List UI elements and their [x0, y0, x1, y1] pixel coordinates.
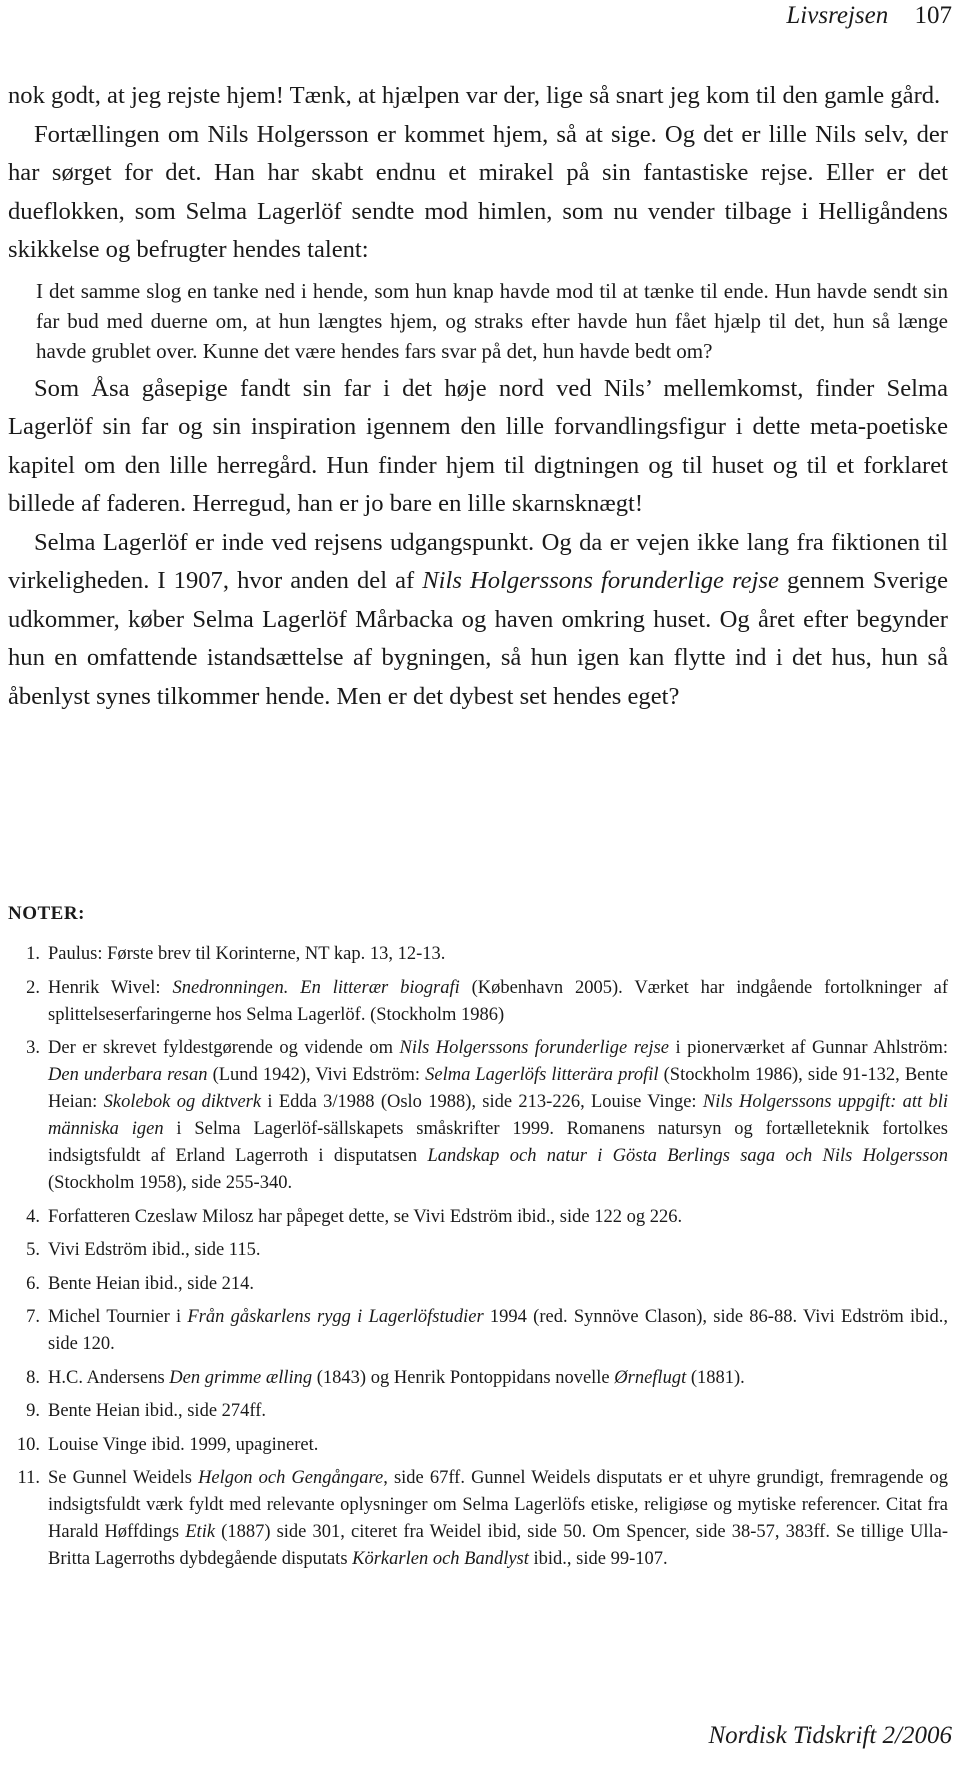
note-italic-title: Körkarlen och Bandlyst: [352, 1549, 529, 1569]
note-italic-title: Nils Holgerssons forunderlige rejse: [399, 1038, 669, 1058]
paragraph-4: [8, 524, 948, 717]
page-number: 107: [914, 2, 952, 29]
note-text: [48, 1271, 948, 1298]
note-text-run: Bente Heian ibid., side 214.: [48, 1273, 255, 1294]
note-6: [8, 1271, 948, 1298]
note-number: 11.: [17, 1468, 40, 1488]
note-text-run: Paulus: Første brev til Korinterne, NT kap. 13, 12-13.: [48, 944, 446, 964]
block-quote: I det samme slog en tanke ned i hende, som hun knap havde mod til at tænke til ende. Hun havde sendt sin far bud med duerne om, at hun længtes hjem, og straks efter havde hun fået hjælp til det, hun så længe havde grublet over. Kunne det være hendes fars svar på det, hun havde bedt om?: [36, 278, 948, 363]
note-3: [8, 1035, 948, 1197]
note-text-run: , side 67ff. Gunnel Weidels disputats er et uhyre grundigt, fremragende og indsigtsfuldt værk fyldt med relevante oplysninger om Selma Lagerlöfs etiske, religiøse og mytiske referencer. Citat fra Harald Høffdings: [48, 1468, 949, 1542]
note-text-run: (1843) og Henrik Pontoppidans novelle: [312, 1367, 615, 1388]
note-text: [48, 1204, 948, 1231]
note-11: [8, 1465, 948, 1573]
note-italic-title: Den underbara resan: [48, 1065, 208, 1085]
note-number: 8.: [26, 1367, 40, 1388]
note-text-run: (Stockholm 1958), side 255-340.: [48, 1173, 293, 1193]
note-text-run: H.C. Andersens: [48, 1367, 170, 1388]
note-text: [48, 1237, 948, 1264]
note-number: 1.: [26, 944, 40, 964]
note-5: [8, 1237, 948, 1264]
note-text-run: i pionerværket af Gunnar Ahlström:: [669, 1038, 948, 1058]
running-title: Livsrejsen: [786, 2, 889, 29]
notes-heading: NOTER:: [8, 903, 85, 924]
note-italic-title: Skolebok og diktverk: [103, 1092, 262, 1112]
note-italic-title: Snedronningen. En litterær biografi: [172, 977, 460, 998]
note-text-run: Louise Vinge ibid. 1999, upagineret.: [48, 1434, 319, 1455]
note-2: [8, 975, 948, 1029]
note-text-run: (Stockholm 1986), side 91-132, Bente Heian:: [48, 1065, 948, 1112]
note-text-run: Henrik Wivel:: [48, 977, 173, 998]
note-text-run: (København 2005). Værket har indgående fortolkninger af splittelseserfaringerne hos Selma Lagerlöf. (Stockholm 1986): [48, 977, 948, 1025]
note-number: 10.: [16, 1434, 40, 1455]
note-text: [48, 1304, 948, 1358]
note-number: 9.: [26, 1401, 40, 1421]
note-8: [8, 1365, 948, 1392]
note-number: 2.: [26, 977, 40, 998]
paragraph-1: nok godt, at jeg rejste hjem! Tænk, at hjælpen var der, lige så snart jeg kom til den gamle gård.: [8, 82, 941, 109]
note-text-run: Se Gunnel Weidels: [48, 1468, 199, 1488]
note-number: 6.: [26, 1273, 40, 1294]
book-title: Nils Holgerssons forunderlige rejse: [422, 567, 779, 594]
note-text-run: Michel Tournier i: [48, 1307, 188, 1327]
note-text-run: Vivi Edström ibid., side 115.: [48, 1240, 261, 1260]
note-7: [8, 1304, 948, 1358]
note-italic-title: Helgon och Gengångare: [198, 1468, 384, 1488]
note-text: [48, 1398, 948, 1425]
note-text-run: (1881).: [686, 1367, 745, 1388]
note-text-run: (1887) side 301, citeret fra Weidel ibid, side 50. Om Spencer, side 38-57, 383ff. Se tillige Ulla-Britta Lagerroths dybdegående disputats: [48, 1522, 948, 1569]
note-9: [8, 1398, 948, 1425]
note-text: [48, 1035, 948, 1197]
paragraph-4-text-b: gennem Sverige udkommer, køber Selma Lagerlöf Mårbacka og haven omkring huset. Og året efter begynder hun en omfattende istandsættelse af bygningen, så hun igen kan flytte ind i det hus, hun så åbenlyst synes tilkommer hende. Men er det dybest set hendes eget?: [8, 567, 948, 710]
note-text: [48, 1365, 948, 1392]
note-italic-title: Nils Holgerssons uppgift: att bli människa igen: [48, 1092, 949, 1139]
note-text-run: (Lund 1942), Vivi Edström:: [207, 1065, 426, 1085]
note-italic-title: Selma Lagerlöfs litterära profil: [425, 1065, 659, 1085]
notes-section: [8, 903, 948, 1580]
running-footer: Nordisk Tidskrift 2/2006: [708, 1722, 952, 1749]
note-10: [8, 1432, 948, 1459]
running-header: [786, 2, 952, 30]
note-text: [48, 1465, 948, 1573]
main-text: [8, 77, 948, 716]
paragraph-3: Som Åsa gåsepige fandt sin far i det høje nord ved Nils’ mellemkomst, finder Selma Lagerlöf sin far og sin inspiration igennem den lille forvandlingsfigur i dette meta-poetiske kapitel om den lille herregård. Hun finder hjem til digtningen og til huset og til et forklaret billede af faderen. Herregud, han er jo bare en lille skarnsknægt!: [8, 374, 948, 517]
note-text-run: i Selma Lagerlöf-sällskapets småskrifter 1999. Romanens natursyn og fortælleteknik fortolkes indsigtsfuldt af Erland Lagerroth i disputatsen: [48, 1119, 948, 1166]
note-italic-title: Den grimme ælling: [169, 1367, 313, 1388]
note-1: [8, 941, 948, 968]
note-number: 3.: [26, 1038, 40, 1058]
note-text-run: 1994 (red. Synnöve Clason), side 86-88. Vivi Edström ibid., side 120.: [48, 1307, 948, 1354]
note-italic-title: Etik: [185, 1522, 216, 1542]
paragraph-2: Fortællingen om Nils Holgersson er kommet hjem, så at sige. Og det er lille Nils selv, der har sørget for det. Han har skabt endnu et mirakel på sin fantastiske rejse. Eller er det dueflokken, som Selma Lagerlöf sendte mod himlen, som nu vender tilbage i Helligåndens skikkelse og befrugter hendes talent:: [8, 120, 948, 263]
note-text-run: ibid., side 99-107.: [528, 1549, 668, 1569]
note-text-run: Der er skrevet fyldestgørende og vidende om: [48, 1038, 400, 1058]
note-text: [48, 1432, 948, 1459]
note-text-run: i Edda 3/1988 (Oslo 1988), side 213-226, Louise Vinge:: [261, 1092, 703, 1112]
note-italic-title: Ørneflugt: [614, 1367, 687, 1388]
note-number: 4.: [26, 1206, 40, 1227]
note-text: [48, 941, 948, 968]
note-text-run: Forfatteren Czeslaw Milosz har påpeget dette, se Vivi Edström ibid., side 122 og 226.: [48, 1206, 683, 1227]
note-text-run: Bente Heian ibid., side 274ff.: [48, 1401, 267, 1421]
note-4: [8, 1204, 948, 1231]
note-text: [48, 975, 948, 1029]
paragraph-4-text-a: Selma Lagerlöf er inde ved rejsens udgangspunkt. Og da er vejen ikke lang fra fiktionen til virkeligheden. I 1907, hvor anden del af: [8, 528, 948, 594]
note-number: 7.: [26, 1307, 40, 1327]
note-italic-title: Landskap och natur i Gösta Berlings saga och Nils Holgersson: [427, 1146, 948, 1166]
note-number: 5.: [26, 1240, 40, 1260]
note-italic-title: Från gåskarlens rygg i Lagerlöfstudier: [187, 1307, 484, 1327]
